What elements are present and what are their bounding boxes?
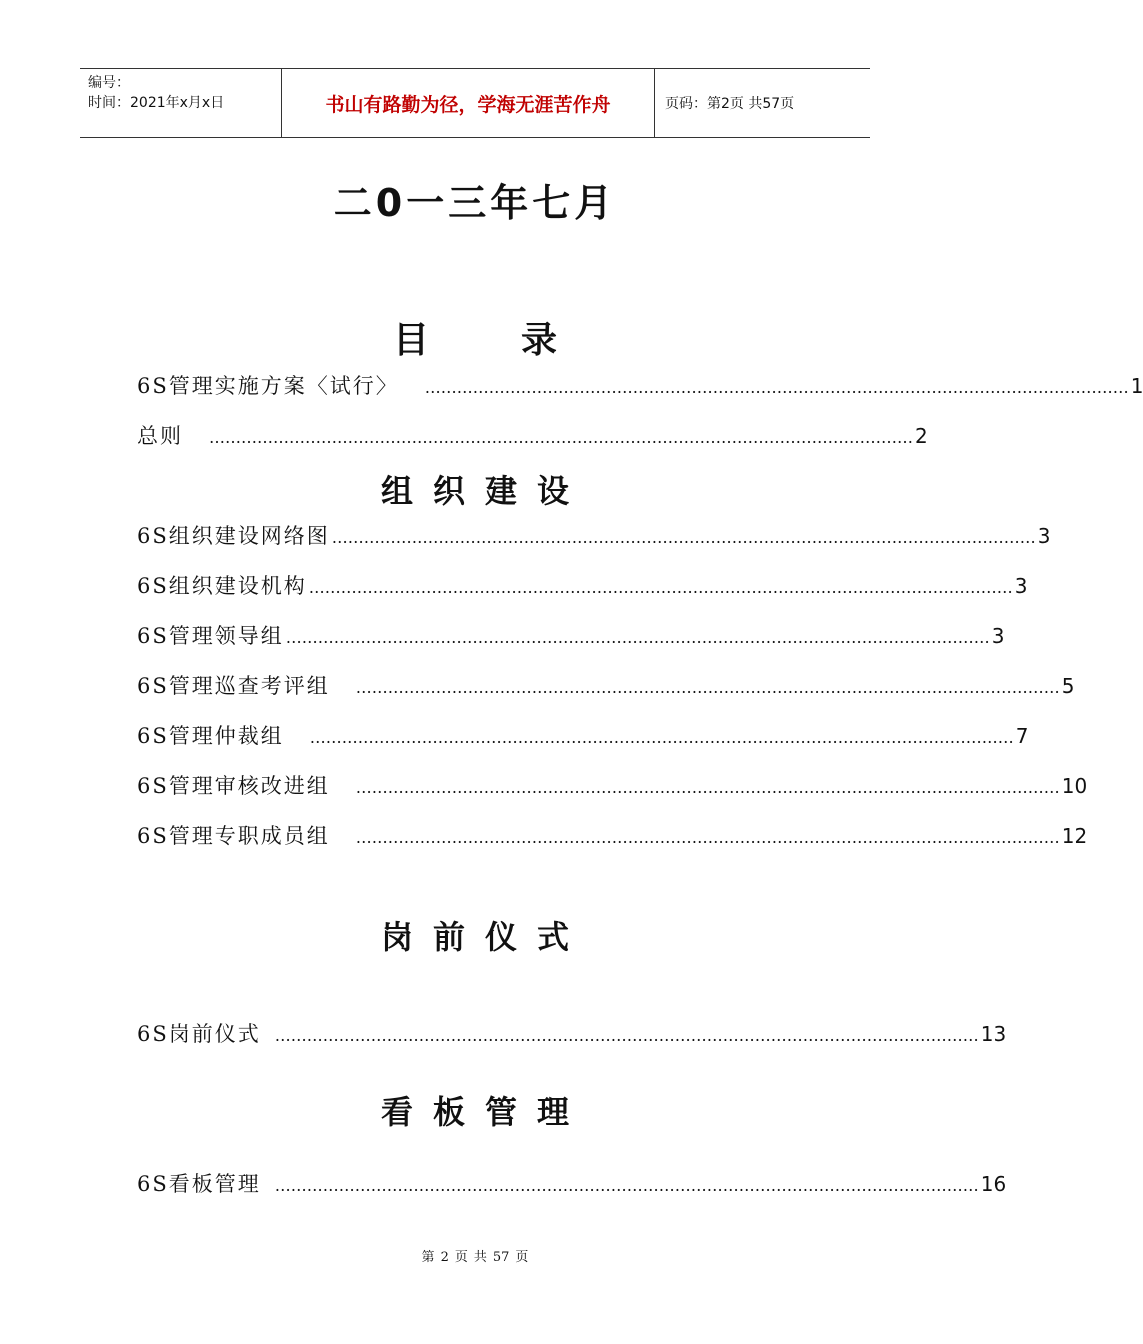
toc-entry[interactable] (137, 370, 1143, 400)
toc-entry[interactable] (137, 620, 1005, 650)
toc-entry-label: 6S管理审核改进组 (137, 774, 330, 798)
toc-entry[interactable] (137, 720, 1029, 750)
header-motto: 书山有路勤为径，学海无涯苦作舟 (281, 69, 655, 137)
section-heading-ritual: 岗前仪式 (380, 918, 589, 956)
header-page-info: 页码：第2页 共57页 (665, 96, 795, 112)
toc-entry-page: 7 (1015, 724, 1029, 748)
toc-entry-page: 3 (1037, 524, 1051, 548)
toc-leader: …………………………………………………………………………………………………………………… (355, 828, 1060, 847)
toc-leader: …………………………………………………………………………………………………………………… (285, 628, 990, 647)
toc-entry-label: 6S管理领导组 (137, 624, 284, 648)
footer-current-page: 2 (440, 1250, 449, 1265)
toc-leader: …………………………………………………………………………………………………………………… (308, 578, 1013, 597)
toc-title-left: 目 (392, 320, 429, 361)
toc-entry[interactable] (137, 1168, 1007, 1198)
toc-entry[interactable] (137, 1018, 1007, 1048)
toc-entry-label: 6S管理巡查考评组 (137, 674, 330, 698)
section-heading-board: 看板管理 (380, 1093, 589, 1131)
footer-mid1: 页 (454, 1250, 468, 1265)
toc-leader: …………………………………………………………………………………………………………………… (309, 728, 1014, 747)
section-heading-org: 组织建设 (380, 472, 589, 510)
header-table (80, 68, 870, 138)
toc-entry-page: 1 (1130, 374, 1143, 398)
toc-entry-label: 6S管理专职成员组 (137, 824, 330, 848)
toc-entry-label: 6S岗前仪式 (137, 1022, 261, 1046)
toc-entry-label: 6S管理实施方案〈试行〉 (137, 374, 399, 398)
toc-entry[interactable] (137, 520, 1051, 550)
toc-leader: …………………………………………………………………………………………………………………… (274, 1176, 979, 1195)
toc-leader: …………………………………………………………………………………………………………………… (274, 1026, 979, 1045)
toc-entry-label: 6S看板管理 (137, 1172, 261, 1196)
toc-leader: …………………………………………………………………………………………………………………… (355, 678, 1060, 697)
footer-total-pages: 57 (492, 1250, 510, 1265)
toc-entry-page: 5 (1061, 674, 1075, 698)
page-footer (0, 1246, 950, 1265)
toc-entry[interactable] (137, 570, 1028, 600)
toc-entry-label: 总则 (137, 424, 183, 448)
toc-entry-page: 3 (991, 624, 1005, 648)
toc-title (0, 312, 950, 363)
toc-title-right: 录 (521, 320, 558, 361)
toc-entry-page: 2 (915, 424, 928, 448)
toc-leader: …………………………………………………………………………………………………………………… (424, 378, 1129, 397)
toc-entry-page: 13 (980, 1022, 1007, 1046)
toc-leader: …………………………………………………………………………………………………………………… (209, 428, 913, 447)
doc-time-label: 时间：2021年x月x日 (88, 95, 225, 111)
toc-entry-page: 16 (980, 1172, 1007, 1196)
toc-leader: …………………………………………………………………………………………………………………… (331, 528, 1036, 547)
toc-entry[interactable] (137, 670, 1075, 700)
footer-prefix: 第 (421, 1250, 435, 1265)
toc-entry-label: 6S组织建设机构 (137, 574, 307, 598)
toc-entry[interactable] (137, 770, 1088, 800)
toc-leader: …………………………………………………………………………………………………………………… (355, 778, 1060, 797)
footer-mid2: 共 (473, 1250, 487, 1265)
toc-entry-label: 6S管理仲裁组 (137, 724, 284, 748)
header-meta (80, 69, 281, 137)
toc-entry[interactable] (137, 820, 1088, 850)
toc-entry-label: 6S组织建设网络图 (137, 524, 330, 548)
date-title: 二0一三年七月 (333, 181, 617, 225)
toc-entry[interactable] (137, 420, 928, 450)
doc-number-label: 编号： (88, 75, 130, 91)
toc-entry-page: 3 (1014, 574, 1028, 598)
footer-suffix: 页 (515, 1250, 529, 1265)
toc-entry-page: 10 (1061, 774, 1088, 798)
toc-entry-page: 12 (1061, 824, 1088, 848)
